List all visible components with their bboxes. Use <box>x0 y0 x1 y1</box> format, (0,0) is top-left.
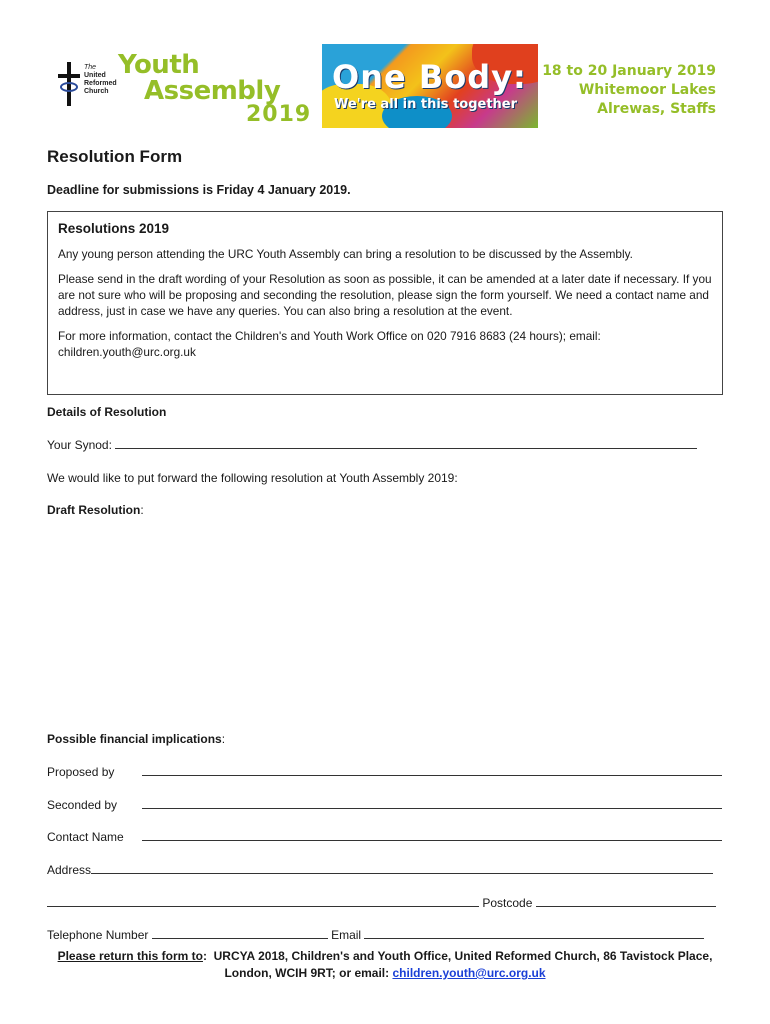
address-row <box>47 863 713 877</box>
urc-logo-line1: United <box>84 72 106 79</box>
email-field[interactable] <box>364 929 704 939</box>
banner-subtitle: We're all in this together <box>334 97 518 112</box>
resolutions-para3: For more information, contact the Children's and Youth Work Office on 020 7916 8683 (24 hours); email: children.youth@urc.org.uk <box>58 329 601 359</box>
return-email-link[interactable]: children.youth@urc.org.uk <box>392 966 546 980</box>
event-dates: 18 to 20 January 2019 <box>542 63 716 79</box>
return-instructions <box>47 948 723 982</box>
address-field[interactable] <box>91 864 713 874</box>
financial-colon: : <box>221 732 226 746</box>
contact-row <box>47 830 722 844</box>
resolutions-para1: Any young person attending the URC Youth Assembly can bring a resolution to be discussed by the Assembly. <box>58 247 633 261</box>
resolutions-para2: Please send in the draft wording of your Resolution as soon as possible, it can be amended at a later date if necessary. If you are not sure who will be proposing and seconding the resolution, please sign the form yourself. We need a contact name and address, just in case we have any queries. You can also bring a resolution at the event. <box>58 272 712 318</box>
details-heading: Details of Resolution <box>47 405 167 419</box>
synod-label: Your Synod: <box>47 438 112 452</box>
one-body-banner <box>322 44 538 128</box>
synod-field[interactable] <box>115 439 697 449</box>
seconded-label: Seconded by <box>47 798 118 812</box>
resolutions-heading: Resolutions 2019 <box>58 221 170 236</box>
banner-title: One Body: <box>332 58 527 96</box>
draft-resolution-label: Draft Resolution <box>47 503 141 517</box>
financial-label: Possible financial implications <box>47 732 222 746</box>
draft-resolution-area[interactable] <box>47 522 723 722</box>
event-info <box>542 62 716 119</box>
contact-field[interactable] <box>142 831 722 841</box>
seconded-row <box>47 798 722 812</box>
form-title: Resolution Form <box>47 147 183 166</box>
forward-text: We would like to put forward the following resolution at Youth Assembly 2019: <box>47 471 458 485</box>
telephone-email-row <box>47 928 704 942</box>
contact-label: Contact Name <box>47 830 124 844</box>
proposed-field[interactable] <box>142 766 722 776</box>
telephone-field[interactable] <box>152 929 328 939</box>
address-label: Address <box>47 863 92 877</box>
cross-icon <box>58 62 80 106</box>
draft-colon: : <box>140 503 144 517</box>
return-line1 <box>47 948 723 965</box>
seconded-field[interactable] <box>142 799 722 809</box>
address-postcode-row <box>47 896 716 910</box>
financial-row <box>47 732 225 746</box>
resolutions-info-box <box>47 211 723 395</box>
ya-logo-line3: 2019 <box>246 102 312 127</box>
return-label: Please return this form to <box>57 949 203 963</box>
event-venue: Whitemoor Lakes <box>578 82 716 98</box>
return-colon: : <box>202 949 207 963</box>
ya-logo-line1: Youth <box>118 50 200 80</box>
return-address-line1: URCYA 2018, Children's and Youth Office, United Reformed Church, 86 Tavistock Place, <box>213 949 713 963</box>
telephone-label: Telephone Number <box>47 928 149 942</box>
urc-logo-line2: Reformed <box>84 80 117 87</box>
return-address-line2: London, WCIH 9RT; or email: <box>224 966 390 980</box>
urc-logo-line3: Church <box>84 88 109 95</box>
postcode-field[interactable] <box>536 897 716 907</box>
postcode-label: Postcode <box>482 896 533 910</box>
page-header <box>0 0 770 140</box>
address-field-line2[interactable] <box>47 897 479 907</box>
proposed-row <box>47 765 722 779</box>
proposed-label: Proposed by <box>47 765 115 779</box>
urc-logo <box>52 58 122 108</box>
urc-logo-the: The <box>84 64 97 71</box>
event-location: Alrewas, Staffs <box>597 101 716 117</box>
ya-logo-line2: Assembly <box>144 76 281 106</box>
youth-assembly-logo <box>118 52 311 126</box>
synod-row <box>47 438 697 452</box>
urc-logo-text <box>84 64 117 96</box>
deadline-text: Deadline for submissions is Friday 4 January 2019. <box>47 183 351 197</box>
return-line2 <box>47 965 723 982</box>
email-label: Email <box>331 928 362 942</box>
draft-resolution-row <box>47 503 144 517</box>
